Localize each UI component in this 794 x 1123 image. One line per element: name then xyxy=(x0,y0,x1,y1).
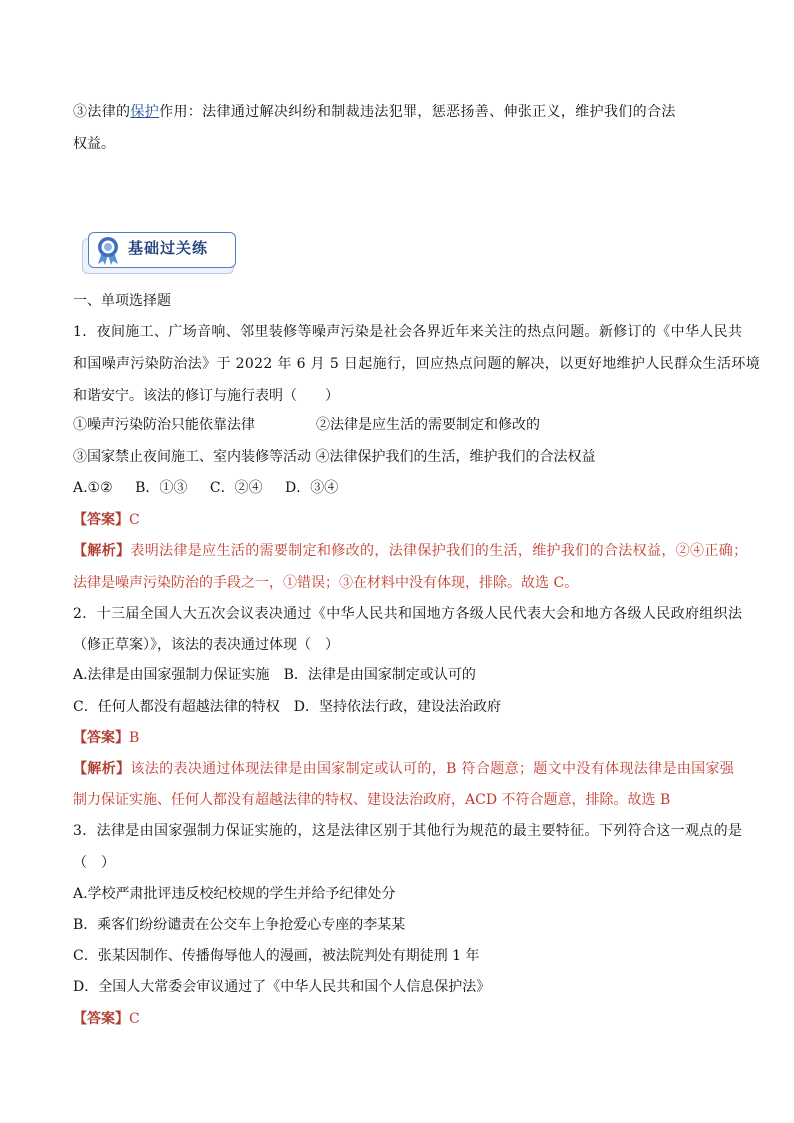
q2-option-b[interactable]: B．法律是由国家制定或认可的 xyxy=(283,667,476,683)
q3-answer-value: C xyxy=(129,1011,140,1027)
q1-choices xyxy=(73,478,338,498)
q1-choice-d[interactable]: D．③④ xyxy=(285,480,339,496)
q3-option-a[interactable]: A.学校严肃批评违反校纪校规的学生并给予纪律处分 xyxy=(73,886,396,902)
section-banner xyxy=(82,228,238,272)
q1-option-4: ④法律保护我们的生活，维护我们的合法权益 xyxy=(315,449,596,465)
q1-options-row-2 xyxy=(73,447,595,467)
protection-link[interactable]: 保护 xyxy=(130,104,160,120)
answer-tag: 【答案】 xyxy=(73,1011,129,1027)
q1-choice-b[interactable]: B．①③ xyxy=(135,480,188,496)
q2-answer-value: B xyxy=(129,730,140,746)
intro-line-1 xyxy=(73,102,676,122)
q3-option-c[interactable]: C．张某因制作、传播侮辱他人的漫画，被法院判处有期徒刑 1 年 xyxy=(73,948,480,964)
q2-stem-line-1: 2．十三届全国人大五次会议表决通过《中华人民共和国地方各级人民代表大会和地方各级人民政府组织法 xyxy=(73,606,743,622)
answer-tag: 【答案】 xyxy=(73,512,129,528)
q3-option-d[interactable]: D．全国人大常委会审议通过了《中华人民共和国个人信息保护法》 xyxy=(73,979,491,995)
q2-answer xyxy=(73,728,139,748)
answer-tag: 【答案】 xyxy=(73,730,129,746)
q1-options-row-1 xyxy=(73,415,255,435)
q1-option-3: ③国家禁止夜间施工、室内装修等活动 xyxy=(73,449,311,465)
q2-option-a[interactable]: A.法律是由国家强制力保证实施 xyxy=(73,667,270,683)
q1-answer xyxy=(73,510,140,530)
banner-title: 基础过关练 xyxy=(128,239,209,257)
medal-icon xyxy=(94,236,122,266)
q2-stem-line-2: （修正草案）》，该法的表决通过体现（ ） xyxy=(73,637,339,653)
q1-stem-line-3: 和谐安宁。该法的修订与施行表明（ ） xyxy=(73,388,339,404)
q2-analysis-text-1: 该法的表决通过体现法律是由国家制定或认可的，B 符合题意；题文中没有体现法律是由国家强 xyxy=(130,761,735,777)
q1-analysis-line-2: 法律是噪声污染防治的手段之一，①错误；③在材料中没有体现，排除。故选 C。 xyxy=(73,575,579,591)
q1-stem-line-1: 1．夜间施工、广场音响、邻里装修等噪声污染是社会各界近年来关注的热点问题。新修订的《中华人民共 xyxy=(73,324,743,340)
q1-analysis-line-1 xyxy=(73,541,747,561)
q1-answer-value: C xyxy=(129,512,140,528)
q1-choice-a[interactable]: A.①② xyxy=(73,480,113,496)
analysis-tag: 【解析】 xyxy=(73,543,131,559)
intro-text-rest: 作用：法律通过解决纠纷和制裁违法犯罪，惩恶扬善、伸张正义，维护我们的合法 xyxy=(159,104,676,120)
q3-stem-line-2: （ ） xyxy=(73,855,115,871)
q2-option-c[interactable]: C．任何人都没有超越法律的特权 xyxy=(73,699,280,715)
q1-choice-c[interactable]: C．②④ xyxy=(209,480,263,496)
q2-options-row-2 xyxy=(73,697,501,717)
q2-analysis-line-1 xyxy=(73,759,734,779)
q2-options-row-1 xyxy=(73,665,476,685)
q1-option-1: ①噪声污染防治只能依靠法律 xyxy=(73,417,255,433)
q2-option-d[interactable]: D．坚持依法行政，建设法治政府 xyxy=(293,699,501,715)
intro-text: ③法律的 xyxy=(73,104,131,120)
q3-stem-line-1: 3．法律是由国家强制力保证实施的，这是法律区别于其他行为规范的最主要特征。下列符合这一观点的是 xyxy=(73,823,743,839)
intro-line-2: 权益。 xyxy=(73,136,115,152)
analysis-tag: 【解析】 xyxy=(73,761,131,777)
q1-analysis-text-1: 表明法律是应生活的需要制定和修改的，法律保护我们的生活，维护我们的合法权益，②④正确； xyxy=(130,543,748,559)
q1-option-2: ②法律是应生活的需要制定和修改的 xyxy=(316,417,540,433)
q2-analysis-line-2: 制力保证实施、任何人都没有超越法律的特权、建设法治政府，ACD 不符合题意，排除。故选 B xyxy=(73,792,671,808)
q1-stem-line-2: 和国噪声污染防治法》于 2022 年 6 月 5 日起施行，回应热点问题的解决，以更好地维护人民群众生活环境 xyxy=(73,356,761,372)
q3-option-b[interactable]: B．乘客们纷纷谴责在公交车上争抢爱心专座的李某某 xyxy=(73,917,406,933)
q3-answer xyxy=(73,1009,140,1029)
section-title: 一、单项选择题 xyxy=(73,293,171,309)
